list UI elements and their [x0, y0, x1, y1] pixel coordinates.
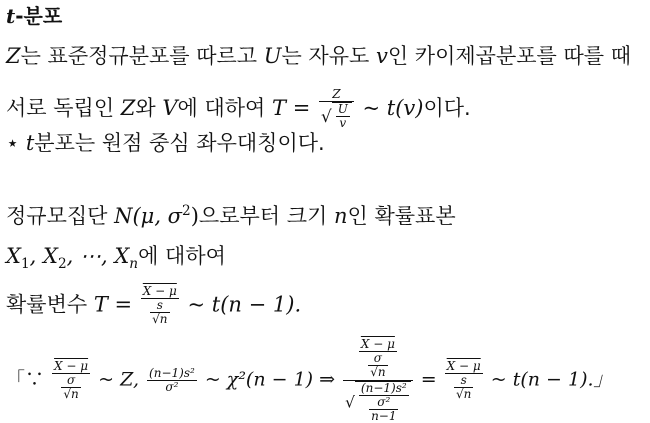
- frac-num: (n−1)s²: [149, 365, 195, 380]
- frac-num: σ: [61, 374, 80, 388]
- frac-den: √n: [370, 365, 386, 380]
- paragraph-line-1: [6, 46, 631, 67]
- frac-den: √n: [456, 387, 472, 402]
- heading-text: -분포: [15, 4, 63, 28]
- text: 에 대하여: [138, 244, 226, 268]
- text: 이다.: [423, 95, 471, 120]
- frac-num: X − μ: [54, 358, 89, 373]
- frac-num: X − μ: [142, 284, 177, 298]
- paragraph-line-6: [6, 285, 301, 327]
- fraction-z: [52, 360, 90, 402]
- text: 으로부터 크기: [198, 204, 334, 228]
- paragraph-line-3: [6, 133, 325, 154]
- frac-num: [343, 338, 413, 381]
- frac-num: (n−1)s²: [360, 380, 407, 395]
- frac-den: √ $\frac{\text{(n−1)s²}}{\frac{\text{σ²}}{n-1}}$: [343, 381, 413, 423]
- because-bracket: 「∵: [6, 368, 51, 391]
- subscript: 2: [57, 256, 67, 273]
- frac-den: √ $\frac{U}{v}$: [319, 102, 354, 130]
- var-x: , X: [29, 244, 58, 268]
- normal-dist: N(μ, σ: [114, 204, 183, 228]
- fraction-composite: [343, 338, 413, 423]
- frac-den: [52, 374, 90, 401]
- text: 확률변수: [6, 292, 94, 317]
- frac-num: s: [454, 374, 473, 388]
- superscript: 2: [182, 203, 191, 219]
- fraction-chi: [147, 367, 197, 394]
- frac-den: √n: [63, 387, 79, 402]
- heading-var: t: [6, 4, 16, 28]
- paragraph-line-2: [6, 88, 471, 131]
- frac-den: v: [339, 116, 347, 131]
- frac-den: [359, 352, 397, 379]
- subscript: 1: [20, 256, 30, 273]
- distribution: ~ Z,: [98, 368, 139, 391]
- var-v: v: [375, 44, 388, 68]
- var-v: V: [162, 95, 178, 120]
- frac-num: Z: [319, 88, 354, 102]
- frac-num: X − μ: [446, 358, 481, 373]
- paragraph-line-5: [6, 246, 226, 272]
- text: 는 자유도: [281, 44, 376, 68]
- frac-num: σ²: [369, 396, 398, 410]
- frac-num: U: [337, 102, 348, 117]
- distribution: ~ t(v): [362, 95, 424, 120]
- distribution: ~ t(n − 1).: [187, 292, 302, 317]
- text: 정규모집단: [6, 204, 115, 228]
- distribution: ~ χ²(n − 1) ⇒: [204, 368, 336, 391]
- t-equals: T =: [93, 292, 133, 317]
- fraction-t: [445, 360, 483, 402]
- var-x: , ⋯, X: [66, 244, 130, 268]
- text: 인 확률표본: [347, 204, 456, 228]
- frac-den: [445, 374, 483, 401]
- frac-den: n−1: [371, 408, 397, 423]
- frac-den: √n: [152, 312, 168, 327]
- equals: =: [420, 368, 437, 391]
- var-z: Z: [6, 44, 21, 68]
- distribution: ~ t(n − 1).」: [490, 368, 613, 391]
- section-heading: [6, 6, 62, 26]
- t-equals: T =: [272, 95, 311, 120]
- text: 와: [135, 95, 163, 120]
- frac-den: σ²: [165, 380, 179, 395]
- star-icon: ⋆: [6, 131, 26, 155]
- var-u: U: [263, 44, 282, 68]
- frac-den: [359, 396, 409, 423]
- text: 인 카이제곱분포를 따를 때: [387, 44, 632, 68]
- frac-num: s: [150, 299, 169, 313]
- text: 는 표준정규분포를 따르고: [20, 44, 264, 68]
- var-x: X: [6, 244, 21, 268]
- text: 에 대하여: [177, 95, 273, 120]
- paragraph-line-4: [6, 205, 456, 227]
- frac-den: [141, 299, 179, 326]
- subscript: n: [129, 256, 139, 273]
- frac-num: X − μ: [360, 337, 395, 351]
- fraction-z-over-sqrt: [319, 88, 354, 131]
- var-n: n: [333, 204, 348, 228]
- text: 서로 독립인: [6, 95, 121, 120]
- text: 분포는 원점 중심 좌우대칭이다.: [34, 131, 325, 155]
- fraction-t-statistic: [141, 285, 179, 327]
- proof-line: [6, 338, 613, 423]
- var-t: t: [25, 131, 35, 155]
- paren: ): [190, 204, 199, 228]
- var-z: Z: [120, 95, 136, 120]
- frac-num: σ: [368, 352, 387, 366]
